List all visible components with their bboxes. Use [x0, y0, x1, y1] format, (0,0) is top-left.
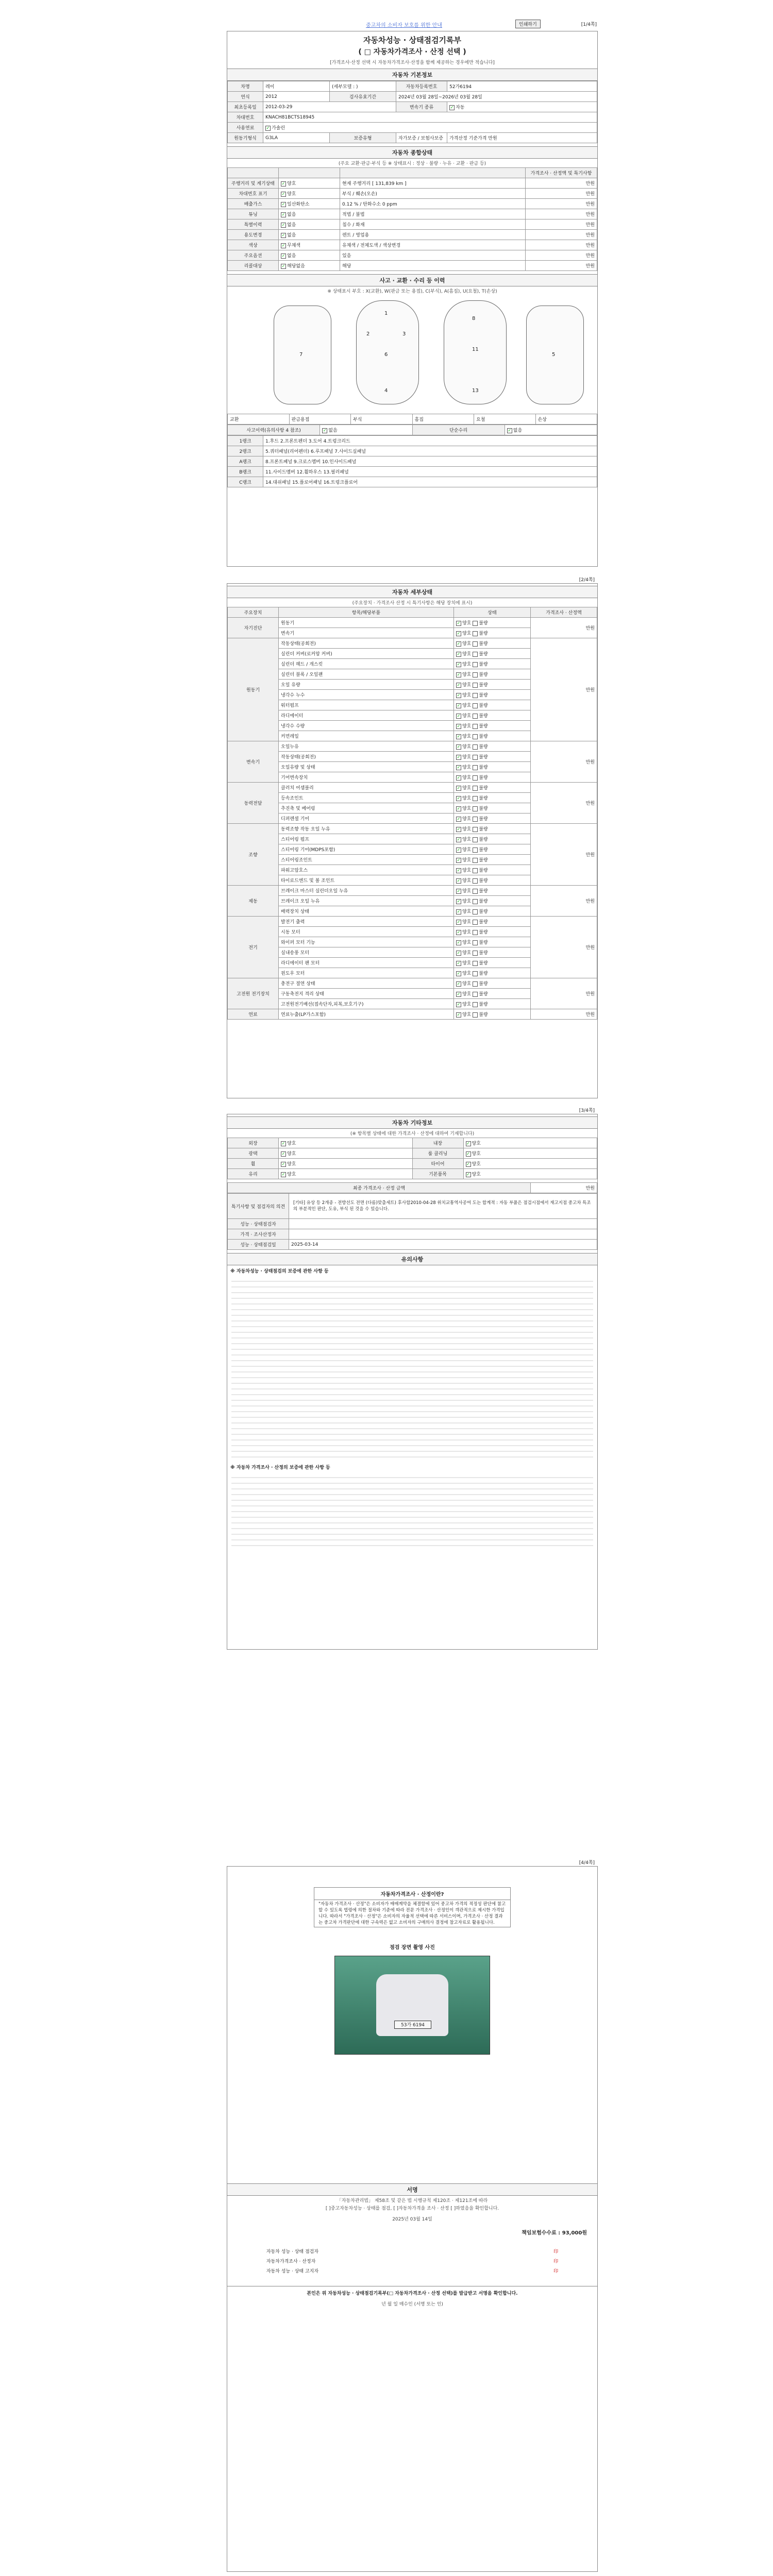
detail-group: 변속기: [228, 741, 279, 783]
first-reg: 2012-03-29: [263, 102, 396, 112]
detail-item: 오일 유량: [279, 680, 454, 690]
detail-item: 워터펌프: [279, 700, 454, 710]
detail-item: 브레이크 마스터 실린더오일 누유: [279, 886, 454, 896]
basic-info-table: [227, 81, 597, 143]
page-2-number: [2/4쪽]: [579, 578, 595, 583]
detail-group: 제동: [228, 886, 279, 917]
inspection-photo: [334, 1956, 490, 2055]
sign-date: 2025년 03월 14일: [392, 2217, 432, 2222]
table-row: 광택 ✓ 양호 룸 클리닝 ✓ 양호: [228, 1148, 597, 1159]
detail-item: 추진축 및 베어링: [279, 803, 454, 814]
detail-item: 변속기: [279, 628, 454, 638]
page-1: [227, 31, 598, 567]
detail-item: 클러치 어셈블리: [279, 783, 454, 793]
table-row: 라디에이터 ✓ 양호 불량: [228, 710, 597, 721]
transmission: 자동: [456, 105, 465, 110]
notice-head-1: ※ 자동차성능 · 상태점검의 보증에 관한 사항 등: [230, 1269, 329, 1274]
detail-group: 동력전달: [228, 783, 279, 824]
table-row: 유리 ✓ 양호 기본품목 ✓ 양호: [228, 1169, 597, 1179]
detail-item: 오일누유: [279, 741, 454, 752]
table-row: 와이퍼 모터 기능 ✓ 양호 불량: [228, 937, 597, 947]
transmission-check: [449, 105, 455, 110]
price-unit: 만원: [488, 136, 497, 141]
footer-statement: 본인은 위 자동차성능 · 상태점검기록부(□ 자동차가격조사 · 산정 선택)를 발급받고 서명을 확인합니다.: [227, 2286, 597, 2299]
page-2: [227, 583, 598, 1098]
table-row: 라디에이터 팬 모터 ✓ 양호 불량: [228, 958, 597, 968]
top-bar: [227, 20, 598, 29]
table-row: 오일유량 및 상태 ✓ 양호 불량: [228, 762, 597, 772]
table-row: 고전원 전기장치 충전구 절연 상태 ✓ 양호 불량 만원: [228, 978, 597, 989]
detail-item: 와이퍼 모터 기능: [279, 937, 454, 947]
detail-item: 작동상태(공회전): [279, 638, 454, 649]
warranty: 자가보증 / 보험사보증: [396, 133, 447, 143]
notice-text-1: [231, 1276, 593, 1462]
engine: G3LA: [263, 133, 330, 143]
table-row: 1랭크 1.후드 2.프론트펜더 3.도어 4.트렁크리드: [228, 436, 597, 446]
detail-item: 디퍼렌셜 기어: [279, 814, 454, 824]
seal-icon: 印: [553, 2259, 559, 2264]
detail-item: 구동축전지 격리 상태: [279, 989, 454, 999]
inspection-date: 2025-03-14: [289, 1240, 597, 1250]
condition-table: [227, 167, 597, 271]
table-row: 스티어링 펌프 ✓ 양호 불량: [228, 834, 597, 844]
detail-group: 원동기: [228, 638, 279, 741]
table-row: 원동기 작동상태(공회전) ✓ 양호 불량 만원: [228, 638, 597, 649]
fee: 책임보험수수료 : 93,000원: [522, 2230, 587, 2236]
detail-item: 실린더 헤드 / 개스킷: [279, 659, 454, 669]
table-row: 특별이력 ✓ 없음 침수 / 화재 만원: [228, 219, 597, 230]
page-indicator: [1/4쪽]: [581, 22, 597, 27]
table-row: 추진축 및 베어링 ✓ 양호 불량: [228, 803, 597, 814]
detail-item: 충전구 절연 상태: [279, 978, 454, 989]
accident-legend: 교환 판금용접 부식 흠집 요철 손상: [227, 414, 597, 425]
table-row: 커먼레일 ✓ 양호 불량: [228, 731, 597, 741]
accident-note: ※ 상태표시 부호 : X(교환), W(판금 또는 용접), C(부식), A(흠집), U(요철), T(손상): [327, 289, 497, 294]
table-row: 냉각수 누수 ✓ 양호 불량: [228, 690, 597, 700]
table-row: 실린더 헤드 / 개스킷 ✓ 양호 불량: [228, 659, 597, 669]
special-notes-table: 특기사항 및 점검자의 의견 [기타] 유상 등 2개종 - 전방선도 전면 (다름)맞출세트) 후사합2010-04-28 위치교통역사공여 도는 합계적 : 자동 부품은 점검시점에서 재고지점 중고차 특조의 부분적인 판단, 도유, 부식 된 것을 수 있습니다. 성능 · 상태점검자 가격 · 조사산정자 성능 · 상태점검일 2025-03-14: [227, 1193, 597, 1250]
detail-item: 등속조인트: [279, 793, 454, 803]
total-label: 최종 가격조사 · 산정 금액: [228, 1183, 531, 1193]
sign-heading: 서명: [227, 2183, 597, 2196]
detail-item: 고전원전기배선(접속단자,피복,보호기구): [279, 999, 454, 1009]
table-row: 윈도우 모터 ✓ 양호 불량: [228, 968, 597, 978]
table-row: 2랭크 5.쿼터패널(리어펜더) 6.루프패널 7.사이드실패널: [228, 446, 597, 456]
detail-item: 스티어링 기어(MDPS포함): [279, 844, 454, 855]
table-row: A랭크 8.프론트패널 9.크로스멤버 10.인사이드패널: [228, 456, 597, 467]
price-explain-box: [314, 1887, 511, 1927]
doc-title: 자동차성능 · 상태점검기록부: [363, 36, 462, 45]
detail-item: 배력장치 상태: [279, 906, 454, 917]
table-row: 외장 ✓ 양호 내장 ✓ 양호: [228, 1138, 597, 1148]
label-fuel: 사용연료: [228, 123, 263, 133]
details-heading: 자동차 세부상태: [227, 586, 597, 598]
table-row: 조향 동력조향 작동 오일 누유 ✓ 양호 불량 만원: [228, 824, 597, 834]
notice-heading: 유의사항: [227, 1253, 597, 1265]
table-row: 실린더 블록 / 오일팬 ✓ 양호 불량: [228, 669, 597, 680]
accident-heading: 사고 · 교환 · 수리 등 이력: [227, 274, 597, 286]
table-row: 자동차가격조사 · 산정자 印: [264, 2256, 560, 2266]
detail-item: 냉각수 누수: [279, 690, 454, 700]
table-row: 오일 유량 ✓ 양호 불량: [228, 680, 597, 690]
detail-item: 시동 모터: [279, 927, 454, 937]
detail-item: 실린더 커버(로커암 커버): [279, 649, 454, 659]
photo-title: 점검 장면 촬영 사진: [390, 1945, 435, 1951]
accident-history: 사고이력(유의사항 4 참조) ✓ 없음 단순수리 ✓ 없음: [227, 425, 597, 435]
table-row: 휠 ✓ 양호 타이어 ✓ 양호: [228, 1159, 597, 1169]
detail-item: 연료누출(LP가스포함): [279, 1009, 454, 1020]
detail-group: 전기: [228, 917, 279, 978]
seal-icon: 印: [553, 2249, 559, 2255]
detail-item: 커먼레일: [279, 731, 454, 741]
table-row: 주요옵션 ✓ 없음 있음 만원: [228, 250, 597, 261]
detail-item: 작동상태(공회전): [279, 752, 454, 762]
detail-group: 고전원 전기장치: [228, 978, 279, 1009]
signature-table: [264, 2246, 560, 2276]
page-3: [227, 1114, 598, 1650]
table-row: 색상 ✓ 무채색 유채색 / 전체도색 / 색상변경 만원: [228, 240, 597, 250]
condition-note: (주요 교환·판금·부식 등 ※ 상태표시 : 정상 · 불량 · 누유 · 교환 · 판금 등): [338, 161, 486, 166]
label-engine: 원동기형식: [228, 133, 263, 143]
table-row: 전기 발전기 출력 ✓ 양호 불량 만원: [228, 917, 597, 927]
total-price-table: 최종 가격조사 · 산정 금액 만원: [227, 1182, 597, 1193]
price-basis-label: 가격산정 기준가격: [449, 136, 487, 141]
label-transmission: 변속기 종류: [396, 102, 447, 112]
table-row: 동력전달 클러치 어셈블리 ✓ 양호 불량 만원: [228, 783, 597, 793]
table-row: 브레이크 오일 누유 ✓ 양호 불량: [228, 896, 597, 906]
detail-item: 기어변속장치: [279, 772, 454, 783]
fuel-check: [265, 126, 271, 131]
condition-price-col: 가격조사 · 산정액 및 특기사항: [526, 168, 597, 178]
other-note: (※ 항목별 상태에 대한 가격조사 · 산정에 대하여 기재합니다): [350, 1131, 475, 1137]
table-row: 배력장치 상태 ✓ 양호 불량: [228, 906, 597, 917]
detail-item: 스티어링조인트: [279, 855, 454, 865]
car-name: 레이: [263, 81, 330, 92]
table-row: 변속기 ✓ 양호 불량: [228, 628, 597, 638]
table-row: 파워고압호스 ✓ 양호 불량: [228, 865, 597, 875]
table-row: 기어변속장치 ✓ 양호 불량: [228, 772, 597, 783]
notice-head-2: ※ 자동차 가격조사 · 산정의 보증에 관한 사항 등: [230, 1465, 330, 1470]
detail-group: 조향: [228, 824, 279, 886]
detail-group: 연료: [228, 1009, 279, 1020]
table-row: 작동상태(공회전) ✓ 양호 불량: [228, 752, 597, 762]
inspection-period: 2024년 03월 28일~2026년 03월 28일: [396, 92, 597, 102]
table-row: 튜닝 ✓ 없음 적법 / 불법 만원: [228, 209, 597, 219]
detail-item: 동력조향 작동 오일 누유: [279, 824, 454, 834]
table-row: 주행거리 및 계기상태 ✓ 양호 현재 주행거리 [ 131,839 km ] 만원: [228, 178, 597, 189]
table-row: 제동 브레이크 마스터 실린더오일 누유 ✓ 양호 불량 만원: [228, 886, 597, 896]
doc-subtitle: ( □ 자동차가격조사 · 산정 선택 ): [358, 48, 466, 56]
sign-text: 「자동차관리법」 제58조 및 같은 법 시행규칙 제120조 · 제121조에 따라: [337, 2198, 488, 2204]
details-note: (주요장치 · 가격조사 산정 시 특기사항은 해당 장치에 표시): [352, 601, 473, 606]
table-row: B랭크 11.사이드멤버 12.휠하우스 13.필러패널: [228, 467, 597, 477]
basic-info-heading: 자동차 기본정보: [227, 69, 597, 81]
price-explain-text: "자동차 가격조사 · 산정"은 소비자가 매매계약을 체결함에 있어 중고차 가격의 적정성 판단에 참고할 수 있도록 법령에 의한 절차와 기준에 따라 전문 가격조사 · 산정인이 객관적으로 제시한 가격입니다. 따라서 "가격조사 · 산정"은 소비자의 자율적 선택에 따른 서비스이며, 가격조사 · 산정 결과는 중고차 가격판단에 대한 구속력은 없고 소비자의 구매의사 결정에 참고자료로 활용됩니다.: [318, 1902, 506, 1925]
label-reg-no: 자동차등록번호: [396, 81, 447, 92]
table-row: 냉각수 수량 ✓ 양호 불량: [228, 721, 597, 731]
table-row: 차대번호 표기 ✓ 양호 부식 / 훼손(오손) 만원: [228, 189, 597, 199]
detail-item: 브레이크 오일 누유: [279, 896, 454, 906]
label-first-reg: 최초등록일: [228, 102, 263, 112]
car-name-detail: (세부모델 : ): [330, 81, 396, 92]
price-explain-title: 자동차가격조사 · 산정이란?: [314, 1888, 510, 1900]
car-diagram: 1 2 3 6 4 8 11 13 7 5: [227, 295, 597, 414]
table-row: 배출가스 ✓ 일산화탄소 0.12 % / 탄화수소 0 ppm 만원: [228, 199, 597, 209]
table-row: 등속조인트 ✓ 양호 불량: [228, 793, 597, 803]
label-year: 연식: [228, 92, 263, 102]
label-warranty: 보증유형: [330, 133, 396, 143]
vin: KNACH81BCTS18945: [263, 112, 597, 123]
seal-icon: 印: [553, 2269, 559, 2274]
table-row: 리콜대상 ✓ 해당없음 해당 만원: [228, 261, 597, 271]
sign-text-2: [ ]중고자동차성능 · 상태를 점검, [ ]자동차가격을 조사 · 산정 [ ]하였음을 확인합니다.: [325, 2206, 499, 2211]
table-row: 디퍼렌셜 기어 ✓ 양호 불량: [228, 814, 597, 824]
page-4-number: [4/4쪽]: [579, 1860, 595, 1866]
table-row: 구동축전지 격리 상태 ✓ 양호 불량: [228, 989, 597, 999]
table-row: 스티어링조인트 ✓ 양호 불량: [228, 855, 597, 865]
detail-item: 라디에이터 팬 모터: [279, 958, 454, 968]
table-row: 용도변경 ✓ 없음 렌트 / 영업용 만원: [228, 230, 597, 240]
consumer-guide-link[interactable]: 중고차의 소비자 보호를 위한 안내: [366, 23, 442, 28]
detail-item: 스티어링 펌프: [279, 834, 454, 844]
print-button[interactable]: 인쇄하기: [515, 20, 541, 28]
doc-note: [가격조사·산정 선택 시 자동차가격조사·산정을 함께 제공하는 경우에만 적습니다]: [330, 60, 495, 65]
label-car-name: 차명: [228, 81, 263, 92]
table-row: C랭크 14.대쉬패널 15.플로어패널 16.트렁크플로어: [228, 477, 597, 487]
detail-item: 발전기 출력: [279, 917, 454, 927]
page-3-number: [3/4쪽]: [579, 1108, 595, 1113]
license-plate: 53가 6194: [394, 2021, 431, 2029]
table-row: 타이로드엔드 및 볼 조인트 ✓ 양호 불량: [228, 875, 597, 886]
condition-heading: 자동차 종합상태: [227, 146, 597, 159]
table-row: 워터펌프 ✓ 양호 불량: [228, 700, 597, 710]
table-row: 스티어링 기어(MDPS포함) ✓ 양호 불량: [228, 844, 597, 855]
detail-item: 오일유량 및 상태: [279, 762, 454, 772]
table-row: 고전원전기배선(접속단자,피복,보호기구) ✓ 양호 불량: [228, 999, 597, 1009]
detail-group: 자기진단: [228, 618, 279, 638]
fuel: 가솔린: [272, 126, 285, 131]
table-row: 실내송풍 모터 ✓ 양호 불량: [228, 947, 597, 958]
detail-item: 실린더 블록 / 오일팬: [279, 669, 454, 680]
detail-item: 냉각수 수량: [279, 721, 454, 731]
table-row: 실린더 커버(로커암 커버) ✓ 양호 불량: [228, 649, 597, 659]
notice-text-2: [231, 1472, 593, 1550]
table-row: 변속기 오일누유 ✓ 양호 불량 만원: [228, 741, 597, 752]
table-row: 자동차 성능 · 상태 점검자 印: [264, 2246, 560, 2256]
detail-item: 실내송풍 모터: [279, 947, 454, 958]
detail-item: 라디에이터: [279, 710, 454, 721]
footer-statement-2: 년 월 일 매수인 (서명 또는 인): [381, 2302, 443, 2307]
table-row: 시동 모터 ✓ 양호 불량: [228, 927, 597, 937]
other-table: [227, 1138, 597, 1179]
page-4: [227, 1866, 598, 2572]
detail-item: 윈도우 모터: [279, 968, 454, 978]
detail-item: 타이로드엔드 및 볼 조인트: [279, 875, 454, 886]
year: 2012: [263, 92, 330, 102]
table-row: 자동차 성능 · 상태 고지자 印: [264, 2266, 560, 2276]
detail-item: 파워고압호스: [279, 865, 454, 875]
other-heading: 자동차 기타정보: [227, 1116, 597, 1129]
reg-no: 52가6194: [447, 81, 597, 92]
label-vin: 차대번호: [228, 112, 263, 123]
detail-item: 원동기: [279, 618, 454, 628]
table-row: 자기진단 원동기 ✓ 양호 불량 만원: [228, 618, 597, 628]
panel-rank-table: [227, 435, 597, 487]
label-inspection-period: 검사유효기간: [330, 92, 396, 102]
details-table: 주요장치 항목/해당부품 상태 가격조사 · 산정액 자기진단 원동기 ✓ 양호 불량 만원 변속기 ✓ 양호 불량 원동기 작동상태(공회전) ✓ 양호 불량 만원 실린더 커버(로커암 커버) ✓ 양호 불량 실린더 헤드 / 개스킷 ✓ 양호 불량 실린더 블록 / 오일팬 ✓ 양호 불량 오일 유량 ✓ 양호 불량 냉각수 누수 ✓ 양호 불량 워터펌프 ✓ 양호 불량 라디에이터 ✓ 양호 불량 냉각수 수량 ✓ 양호 불량 커먼레일 ✓ 양호 불량 변속기 오일누유 ✓ 양호 불량 만원 작동상태(공회전) ✓ 양호 불량 오일유량 및 상태 ✓ 양호 불량 기어변속장치 ✓ 양호 불량 동력전달 클러치 어셈블리 ✓ 양호 불량 만원 등속조인트 ✓ 양호 불량 추진축 및 베어링 ✓ 양호 불량 디퍼렌셜 기어 ✓ 양호 불량 조향 동력조향 작동 오일 누유 ✓ 양호 불량 만원 스티어링 펌프 ✓ 양호 불량 스티어링 기어(MDPS포함) ✓ 양호 불량 스티어링조인트 ✓ 양호 불량 파워고압호스 ✓ 양호 불량 타이로드엔드 및 볼 조인트 ✓ 양호 불량 제동 브레이크 마스터 실린더오일 누유 ✓ 양호 불량 만원 브레이크 오일 누유 ✓ 양호 불량 배력장치 상태 ✓ 양호 불량 전기 발전기 출력 ✓ 양호 불량 만원 시동 모터 ✓ 양호 불량 와이퍼 모터 기능 ✓ 양호 불량 실내송풍 모터 ✓ 양호 불량 라디에이터 팬 모터 ✓ 양호 불량 윈도우 모터 ✓ 양호 불량 고전원 전기장치 충전구 절연 상태 ✓ 양호 불량 만원 구동축전지 격리 상태 ✓ 양호 불량 고전원전기배선(접속단자,피복,보호기구) ✓ 양호 불량 연료 연료누출(LP가스포함) ✓ 양호 불량 만원: [227, 607, 597, 1020]
table-row: 연료 연료누출(LP가스포함) ✓ 양호 불량 만원: [228, 1009, 597, 1020]
